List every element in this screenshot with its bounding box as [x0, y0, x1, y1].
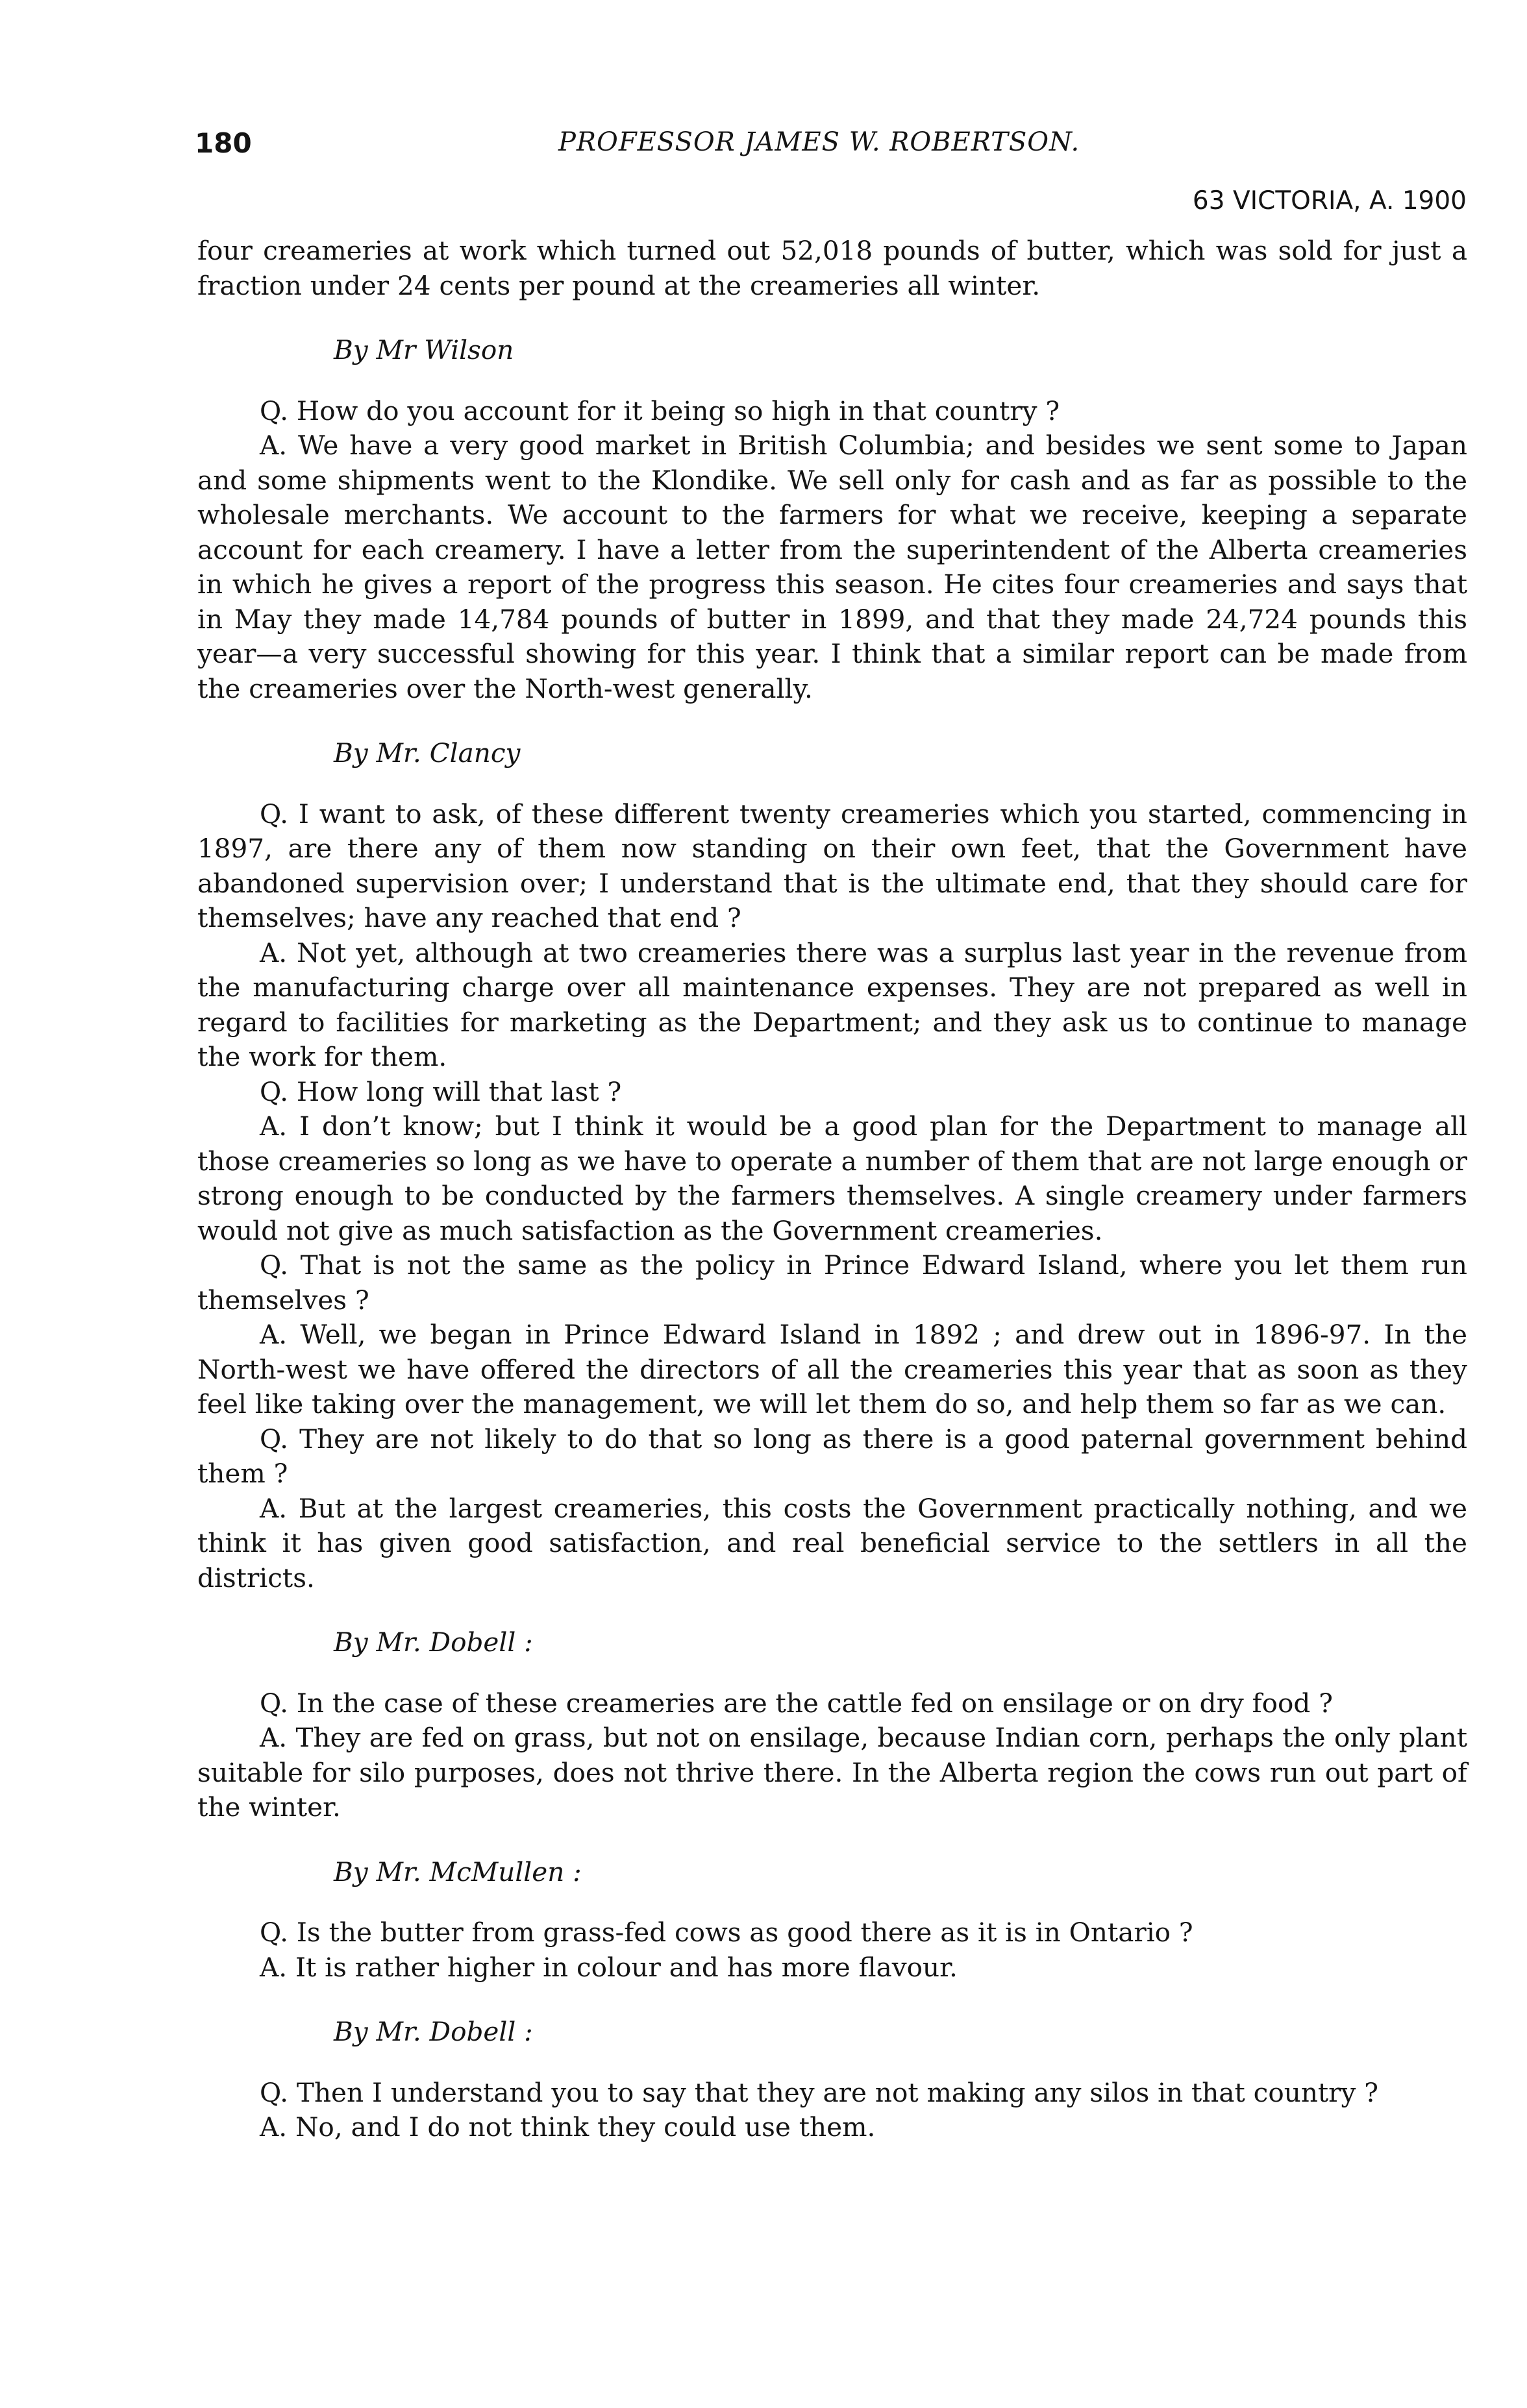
speaker-heading: By Mr Wilson [334, 334, 514, 365]
speaker-heading: By Mr. McMullen : [334, 1856, 582, 1887]
answer-paragraph: A. No, and I do not think they could use them. [260, 2111, 876, 2143]
answer-paragraph: A. It is rather higher in colour and has more flavour. [260, 1951, 958, 1983]
page-number: 180 [195, 127, 252, 159]
question-paragraph: Q. They are not likely to do that so long as there is a good paternal government behind them ? [197, 1423, 1467, 1489]
paragraph-continuation: four creameries at work which turned out 52,018 pounds of butter, which was sold for just a fraction under 24 cents per pound at the creameries all winter. [197, 235, 1467, 301]
question-paragraph: Q. In the case of these creameries are the cattle fed on ensilage or on dry food ? [260, 1687, 1333, 1719]
session-label: 63 VICTORIA, A. 1900 [1192, 186, 1467, 215]
question-paragraph: Q. Is the butter from grass-fed cows as good there as it is in Ontario ? [260, 1917, 1193, 1948]
question-paragraph: Q. How long will that last ? [260, 1075, 622, 1107]
speaker-heading: By Mr. Dobell : [334, 1627, 533, 1658]
answer-paragraph: A. We have a very good market in British Columbia; and besides we sent some to Japan and some shipments went to the Klondike. We sell only for cash and as far as possible to the wholesale merchants. We account to the farmers for what we receive, keeping a separate account for each creamery. I have a letter from the superintendent of the Alberta creameries in which he gives a report of the progress this season. He cites four creameries and says that in May they made 14,784 pounds of butter in 1899, and that they made 24,724 pounds this year—a very successful showing for this year. I think that a similar report can be made from the creameries over the North-west generally. [197, 430, 1467, 704]
question-paragraph: Q. Then I understand you to say that they are not making any silos in that country ? [260, 2076, 1379, 2108]
page-body [197, 234, 1467, 2145]
speaker-heading: By Mr. Clancy [334, 737, 521, 768]
answer-paragraph: A. They are fed on grass, but not on ensilage, because Indian corn, perhaps the only plant suitable for silo purposes, does not thrive there. In the Alberta region the cows run out part of the winter. [197, 1722, 1467, 1823]
question-paragraph: Q. That is not the same as the policy in Prince Edward Island, where you let them run themselves ? [197, 1249, 1467, 1316]
running-title: PROFESSOR JAMES W. ROBERTSON. [558, 127, 1080, 157]
speaker-heading: By Mr. Dobell : [334, 2016, 533, 2047]
question-paragraph: Q. How do you account for it being so high in that country ? [260, 395, 1060, 426]
answer-paragraph: A. Not yet, although at two creameries there was a surplus last year in the revenue from the manufacturing charge over all maintenance expenses. They are not prepared as well in regard to facilities for marketing as the Department; and they ask us to continue to manage the work for them. [197, 937, 1467, 1072]
question-paragraph: Q. I want to ask, of these different twenty creameries which you started, commencing in 1897, are there any of them now standing on their own feet, that the Government have abandoned supervision over; I understand that is the ultimate end, that they should care for themselves; have any reached that end ? [197, 798, 1467, 933]
answer-paragraph: A. But at the largest creameries, this costs the Government practically nothing, and we think it has given good satisfaction, and real beneficial service to the settlers in all the districts. [197, 1492, 1467, 1593]
answer-paragraph: A. I don’t know; but I think it would be a good plan for the Department to manage all those creameries so long as we have to operate a number of them that are not large enough or strong enough to be conducted by the farmers themselves. A single creamery under farmers would not give as much satisfaction as the Government creameries. [197, 1111, 1467, 1246]
answer-paragraph: A. Well, we began in Prince Edward Island in 1892 ; and drew out in 1896-97. In the North-west we have offered the directors of all the creameries this year that as soon as they feel like taking over the management, we will let them do so, and help them so far as we can. [197, 1319, 1467, 1419]
